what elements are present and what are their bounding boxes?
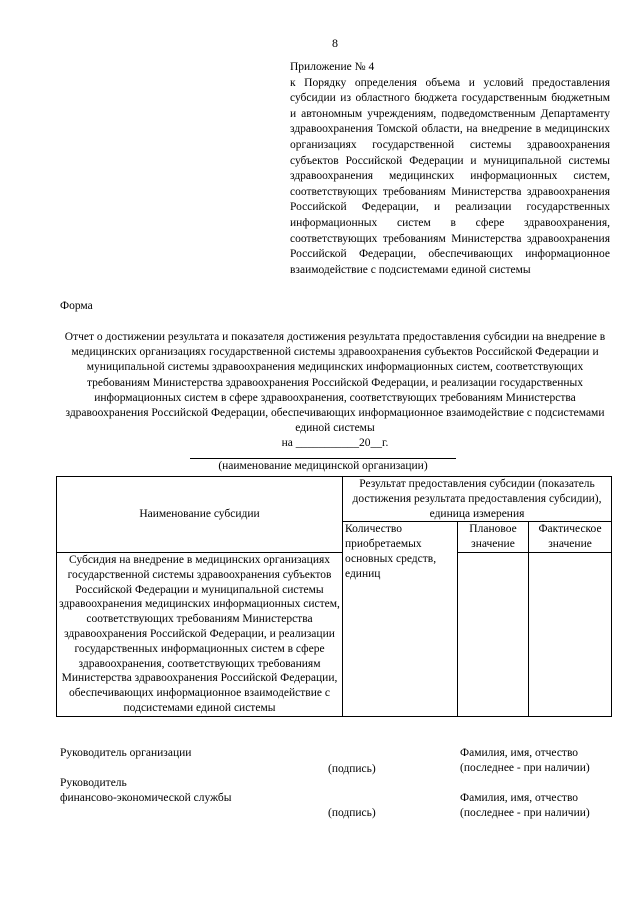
table-header-row [57, 477, 612, 522]
name-caption-2-line1: Фамилия, имя, отчество [460, 792, 579, 804]
signature-caption-2: (подпись) [328, 807, 376, 819]
header-subsidy-name: Наименование субсидии [57, 477, 343, 553]
appendix-block [290, 60, 610, 278]
signature-caption-1: (подпись) [328, 763, 376, 775]
signature-head-fin [60, 776, 231, 806]
row-actual-value [529, 552, 612, 716]
appendix-title: Приложение № 4 [290, 61, 375, 73]
head-fin-line2: финансово-экономической службы [60, 792, 232, 804]
page-number: 8 [332, 36, 338, 50]
name-caption-2-line2: (последнее - при наличии) [460, 807, 590, 819]
row-planned-value [458, 552, 529, 716]
name-caption-1 [460, 746, 620, 776]
appendix-text: к Порядку определения объема и условий предоставления субсидии из областного бюджета государственным бюджетным и автономным учреждениям, подведомственным Департаменту здравоохранения Томской области, на внедрение в медицинских организациях государственной системы здравоохранения субъектов Российской Федерации и муниципальной системы здравоохранения медицинских информационных систем, соответствующих требованиям Министерства здравоохранения Российской Федерации, и реализации государственных информационных систем в сфере здравоохранения, соответствующих требованиям Министерства здравоохранения Российской Федерации, обеспечивающих информационное взаимодействие с подсистемами единой системы [290, 76, 610, 276]
report-title-block [60, 330, 610, 452]
header-actual: Фактическое значение [529, 522, 612, 553]
table-row [57, 552, 612, 716]
signature-head-org: Руководитель организации [60, 747, 192, 759]
name-caption-1-line2: (последнее - при наличии) [460, 762, 590, 774]
header-result: Результат предоставления субсидии (показатель достижения результата предоставления субсидии), единица измерения [343, 477, 612, 522]
report-title: Отчет о достижении результата и показателя достижения результата предоставления субсидии на внедрение в медицинских организациях государственной системы здравоохранения субъектов Российской Федерации и муниципальной системы здравоохранения медицинских информационных систем, соответствующих требованиям Министерства здравоохранения Российской Федерации, и реализации государственных информационных систем в сфере здравоохранения, соответствующих требованиям Министерства здравоохранения Российской Федерации, обеспечивающих информационное взаимодействие с подсистемами единой системы [64, 331, 606, 435]
header-planned: Плановое значение [458, 522, 529, 553]
header-quantity: Количество приобретаемых основных средств, единиц [343, 522, 458, 716]
head-fin-line1: Руководитель [60, 777, 127, 789]
report-table [56, 476, 612, 717]
form-label: Форма [60, 300, 93, 312]
row-subsidy-name: Субсидия на внедрение в медицинских организациях государственной системы здравоохранения субъектов Российской Федерации и муниципальной системы здравоохранения медицинских информационных систем, соответствующих требованиям Министерства здравоохранения Российской Федерации, и реализации государственных информационных систем в сфере здравоохранения, соответствующих требованиям Министерства здравоохранения Российской Федерации, обеспечивающих информационное взаимодействие с подсистемами единой системы [57, 552, 343, 716]
report-date: на ___________20__г. [281, 437, 389, 450]
name-caption-2 [460, 791, 620, 821]
name-caption-1-line1: Фамилия, имя, отчество [460, 747, 579, 759]
org-name-caption: (наименование медицинской организации) [190, 458, 456, 472]
